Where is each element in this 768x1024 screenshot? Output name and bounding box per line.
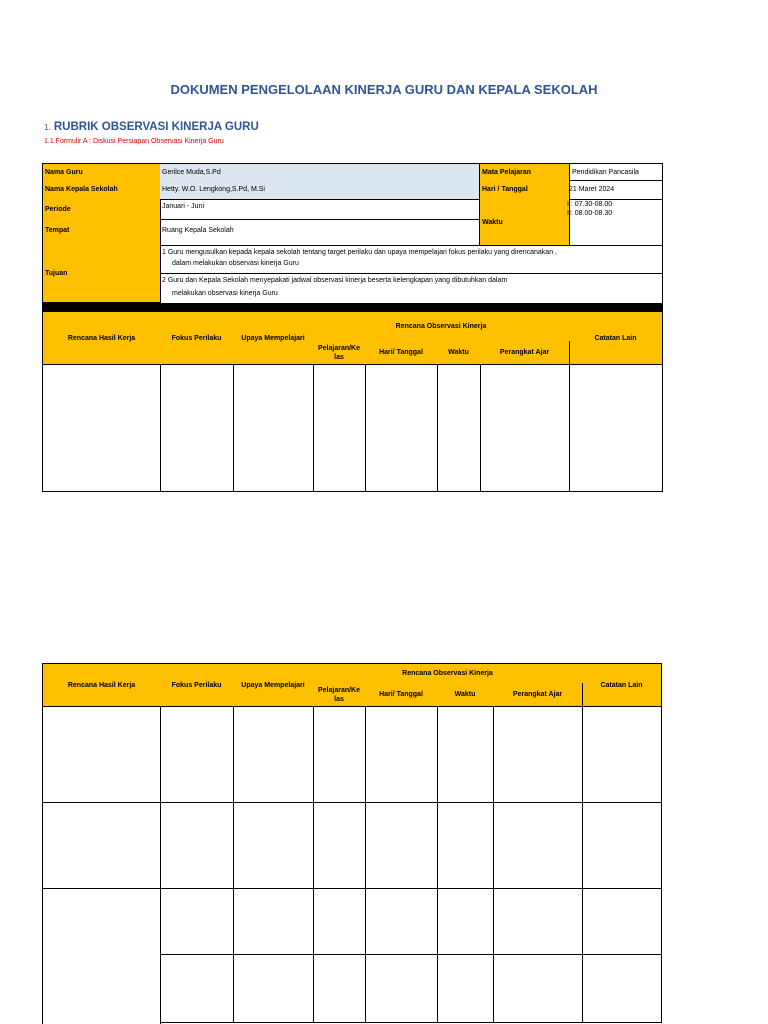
- tujuan-2-line-a: 2 Guru dan Kepala Sekolah menyepakati jadwal observasi kinerja beserta kelengkapan yang dibutuhkan dalam: [162, 277, 508, 284]
- header-hari-tanggal: Hari/ Tanggal: [365, 683, 438, 707]
- tujuan-item-1: [160, 245, 663, 274]
- table-cell[interactable]: [365, 706, 438, 803]
- header-waktu: Waktu: [437, 683, 494, 707]
- tujuan-label: Tujuan: [42, 245, 161, 303]
- table-cell[interactable]: [582, 888, 662, 955]
- header-catatan-lain: Catatan Lain: [569, 312, 663, 365]
- header-perangkat-ajar: Perangkat Ajar: [480, 341, 570, 365]
- table-cell[interactable]: [233, 888, 314, 955]
- table-cell[interactable]: [365, 364, 438, 492]
- header-rencana-observasi: Rencana Observasi Kinerja: [313, 312, 570, 342]
- table-cell[interactable]: [313, 802, 366, 889]
- hari-tanggal-value: 21 Maret 2024: [569, 180, 663, 200]
- section-number: 1.: [44, 123, 51, 132]
- section-heading: [44, 121, 259, 133]
- table-cell[interactable]: [313, 888, 366, 955]
- page-title: DOKUMEN PENGELOLAAN KINERJA GURU DAN KEPALA SEKOLAH: [170, 82, 598, 97]
- table-cell[interactable]: [233, 364, 314, 492]
- tujuan-item-2: [160, 273, 663, 303]
- table-cell[interactable]: [233, 954, 314, 1023]
- nama-guru-value: Gerilce Muda,S.Pd: [160, 163, 480, 181]
- tujuan-2-line-b: melakukan observasi kinerja Guru: [172, 290, 278, 297]
- header-upaya-mempelajari: Upaya Mempelajari: [233, 312, 314, 365]
- divider-bar: [42, 303, 663, 312]
- header-fokus-perilaku: Fokus Perilaku: [160, 663, 234, 707]
- periode-value: Januari - Juni: [160, 199, 480, 220]
- periode-label: Periode: [42, 199, 161, 220]
- table-cell[interactable]: [437, 802, 494, 889]
- tujuan-1-line-a: 1 Guru mengusulkan kepada kepala sekolah tentang target perilaku dan upaya mempelajari fokus perilaku yang direncanakan ,: [162, 249, 557, 256]
- table-cell[interactable]: [42, 802, 161, 889]
- table-cell[interactable]: [365, 802, 438, 889]
- table-cell[interactable]: [233, 802, 314, 889]
- kepala-sekolah-value: Hetty. W.O. Lengkong,S.Pd, M.Si: [160, 180, 480, 200]
- header-catatan-lain: Catatan Lain: [582, 663, 662, 707]
- table-cell[interactable]: [582, 706, 662, 803]
- table-cell[interactable]: [313, 954, 366, 1023]
- header-rencana-observasi: Rencana Observasi Kinerja: [313, 663, 583, 684]
- table-cell[interactable]: [160, 888, 234, 955]
- table-cell[interactable]: [365, 888, 438, 955]
- table-cell[interactable]: [493, 802, 583, 889]
- tempat-value: Ruang Kepala Sekolah: [160, 219, 480, 246]
- table-cell[interactable]: [160, 364, 234, 492]
- table-cell[interactable]: [582, 954, 662, 1023]
- table-cell[interactable]: [437, 706, 494, 803]
- table-cell[interactable]: [437, 888, 494, 955]
- hari-tanggal-label: Hari / Tanggal: [479, 180, 570, 200]
- table-cell[interactable]: [569, 364, 663, 492]
- table-cell[interactable]: [365, 954, 438, 1023]
- table-cell[interactable]: [437, 364, 481, 492]
- waktu-line-1: I : 07.30-08.00: [567, 201, 613, 208]
- mata-pelajaran-label: Mata Pelajaran: [479, 163, 570, 181]
- tujuan-1-line-b: dalam melakukan observasi kinerja Guru: [172, 260, 299, 267]
- waktu-value: [569, 199, 663, 246]
- table-cell[interactable]: [493, 888, 583, 955]
- table-cell[interactable]: [160, 802, 234, 889]
- kepala-sekolah-label: Nama Kepala Sekolah: [42, 180, 161, 200]
- table-cell[interactable]: [233, 706, 314, 803]
- tempat-label: Tempat: [42, 219, 161, 246]
- table-cell[interactable]: [42, 888, 161, 1024]
- table-cell[interactable]: [313, 364, 366, 492]
- header-waktu: Waktu: [437, 341, 481, 365]
- table-cell[interactable]: [582, 802, 662, 889]
- header-hari-tanggal: Hari/ Tanggal: [365, 341, 438, 365]
- waktu-line-2: II: 08.00-08.30: [567, 210, 613, 217]
- header-rencana-hasil-kerja: Rencana Hasil Kerja: [42, 312, 161, 365]
- header-perangkat-ajar: Perangkat Ajar: [493, 683, 583, 707]
- header-rencana-hasil-kerja: Rencana Hasil Kerja: [42, 663, 161, 707]
- subsection-heading: 1.1 Formulir A : Diskusi Persiapan Observasi Kinerja Guru: [44, 138, 224, 145]
- nama-guru-label: Nama Guru: [42, 163, 161, 181]
- table-cell[interactable]: [42, 706, 161, 803]
- header-upaya-mempelajari: Upaya Mempelajari: [233, 663, 314, 707]
- section-title: RUBRIK OBSERVASI KINERJA GURU: [53, 121, 259, 133]
- mata-pelajaran-value: Pendidikan Pancasila: [569, 163, 663, 181]
- table-cell[interactable]: [493, 706, 583, 803]
- table-cell[interactable]: [493, 954, 583, 1023]
- table-cell[interactable]: [42, 364, 161, 492]
- header-pelajaran-kelas: Pelajaran/Ke las: [313, 341, 366, 365]
- waktu-label: Waktu: [479, 199, 570, 246]
- header-pelajaran-kelas: Pelajaran/Ke las: [313, 683, 366, 707]
- table-cell[interactable]: [437, 954, 494, 1023]
- table-cell[interactable]: [313, 706, 366, 803]
- table-cell[interactable]: [480, 364, 570, 492]
- table-cell[interactable]: [160, 954, 234, 1023]
- header-fokus-perilaku: Fokus Perilaku: [160, 312, 234, 365]
- table-cell[interactable]: [160, 706, 234, 803]
